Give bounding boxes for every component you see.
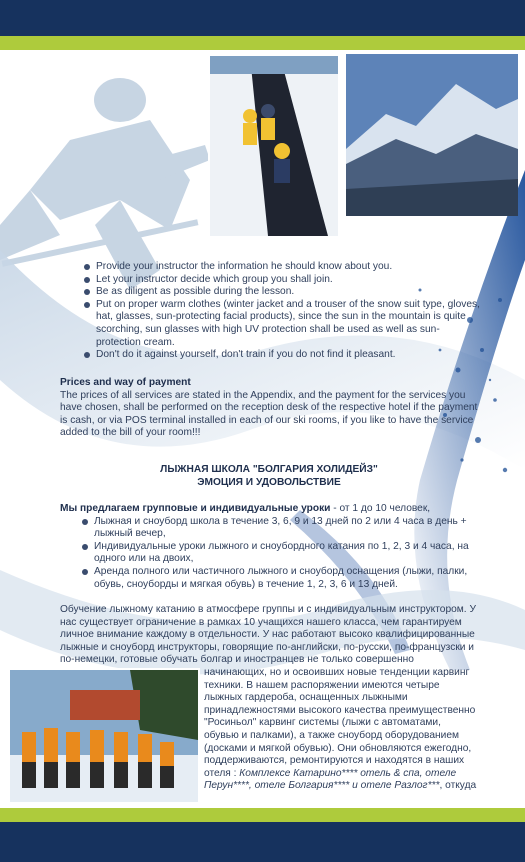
offer-section: [60, 503, 478, 591]
list-item: Be as diligent as possible during the lesson.: [82, 286, 480, 299]
mountain-photo: [346, 54, 518, 216]
list-item: Put on proper warm clothes (winter jacket and a trouser of the snow suit type, gloves, hat, glasses, sun-protecting facial products), since the sun in the mountain is quite scorching, sun glasses with high UV protection shall be used as well as sun-protection cream.: [82, 299, 480, 349]
bottom-navy-band: [0, 822, 525, 862]
bullet-dot-icon: [84, 289, 90, 295]
skier-silhouette: [0, 78, 210, 290]
bullet-dot-icon: [82, 544, 88, 550]
bullet-dot-icon: [82, 519, 88, 525]
bullet-dot-icon: [84, 352, 90, 358]
top-navy-band: [0, 0, 525, 36]
list-item: Let your instructor decide which group you shall join.: [82, 274, 480, 287]
bullet-dot-icon: [84, 264, 90, 270]
english-bullets: [82, 261, 480, 362]
list-item: Provide your instructor the information he should know about you.: [82, 261, 480, 274]
list-item: Don't do it against yourself, don't train if you do not find it pleasant.: [82, 349, 480, 362]
body-paragraph-narrow: начинающих, но и освоивших новые тенденции карвинг техники. В нашем распоряжении имеются четыре лыжных гардероба, оснащенных лыжными принадлежностями высокого качества преимущественно "Росиньол" карвинг системы (лыжи с автоматами, обувью и палками), а также сноуборд оборудованием (досками и мягкой обувью). Они обновляются ежегодно, поддерживаются, ремонтируются и находятся в наших отеля : Комплексе Катарино**** отель & спа, отеле Перун****, отеле Болгария**** и отеле Разлог***, откуда: [204, 667, 477, 792]
bullet-dot-icon: [82, 569, 88, 575]
bottom-green-stripe: [0, 808, 525, 822]
ski-track-photo: [208, 54, 340, 238]
prices-heading: Prices and way of payment: [60, 377, 191, 388]
school-subtitle: ЭМОЦИЯ И УДОВОЛЬСТВИЕ: [197, 476, 341, 488]
top-green-stripe: [0, 36, 525, 50]
school-title: ЛЫЖНАЯ ШКОЛА "БОЛГАРИЯ ХОЛИДЕЙЗ": [160, 464, 378, 475]
ski-instructors-group-photo: [8, 668, 200, 804]
offer-lead: Мы предлагаем групповые и индивидуальные уроки - от 1 до 10 человек,: [60, 503, 431, 514]
school-title-block: [60, 464, 478, 489]
hotels-list: Комплексе Катарино**** отель & спа, отеле Перун****, отеле Болгария**** и отеле Разлог***: [204, 767, 457, 792]
list-item: Аренда полного или частичного лыжного и сноуборд оснащения (лыжи, палки, обувь, сноуборды и мягкая обувь) в течение 1, 2, 3, 6 и 13 дней.: [80, 566, 478, 591]
body-paragraph: Обучение лыжному катанию в атмосфере группы и с индивидуальным инструктором. У нас существует ограничение в рамках 10 учащихся нашего класса, чем гарантируем личное внимание каждому в отдельности. У нас работают высоко квалифицированные лыжные и сноуборд инструкторы, говорящие по-английски, по-русски, по-французски и по-немецки, готовые обучать болгар и иностранцев не только совершенно: [60, 604, 476, 666]
list-item: Индивидуальные уроки лыжного и сноубордного катания по 1, 2, 3 и 4 часа, на одного или на двоих,: [80, 541, 478, 566]
bullet-dot-icon: [84, 302, 90, 308]
prices-section: [60, 377, 478, 440]
prices-text: The prices of all services are stated in the Appendix, and the payment for the services you have chosen, shall be performed on the reception desk of the respective hotel if the payment is cash, or via POS terminal installed in each of our ski rooms, if you like to have the service added to the bill of your room!!!: [60, 389, 478, 439]
bullet-dot-icon: [84, 277, 90, 283]
list-item: Лыжная и сноуборд школа в течение 3, 6, 9 и 13 дней по 2 или 4 часа в день + лыжный вечер,: [80, 516, 478, 541]
